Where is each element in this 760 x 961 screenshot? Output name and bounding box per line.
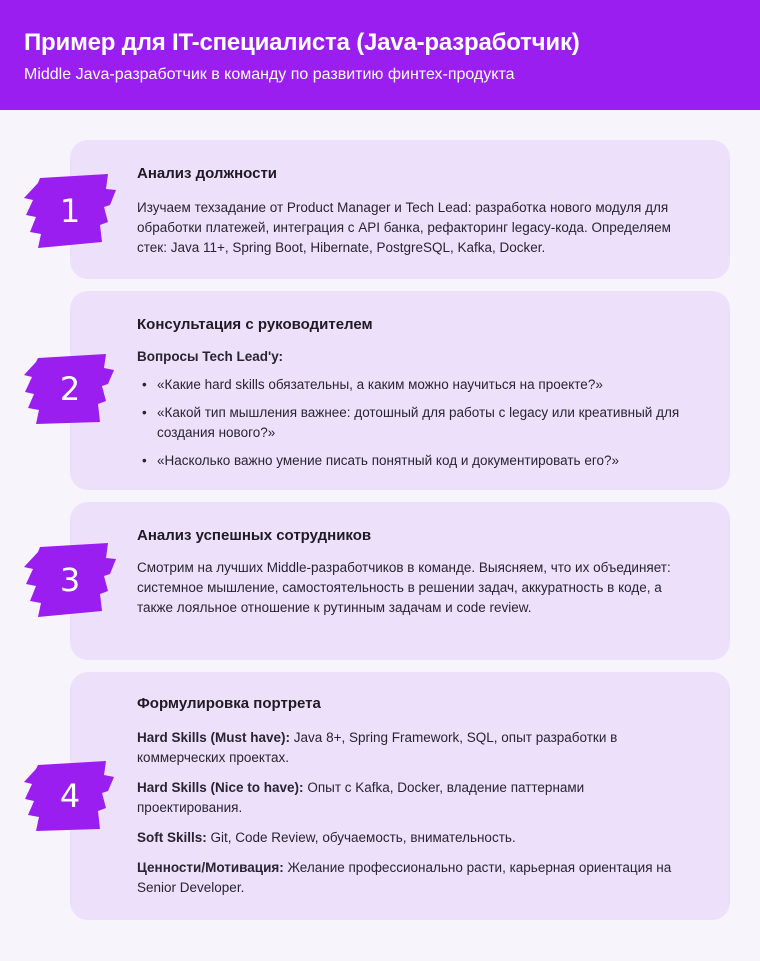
step-number: 2 (59, 370, 81, 408)
page-subtitle: Middle Java-разработчик в команду по развитию финтех-продукта (24, 66, 515, 83)
portrait-item (137, 728, 690, 768)
portrait-item-label: Ценности/Мотивация: (137, 860, 284, 875)
step-title: Консультация с руководителем (137, 316, 373, 333)
step-title: Анализ успешных сотрудников (137, 527, 372, 544)
step-number-badge-2 (24, 352, 116, 426)
portrait-item-label: Hard Skills (Nice to have): (137, 780, 304, 795)
portrait-item-label: Soft Skills: (137, 830, 207, 845)
step-number-badge-4 (24, 759, 116, 833)
portrait-item-text: Желание профессионально расти, карьерная ориентация на Senior Developer. (137, 860, 672, 895)
step-text: Изучаем техзадание от Product Manager и Tech Lead: разработка нового модуля для обработки платежей, интеграция с API банка, рефакторинг legacy-кода. Определяем стек: Java 11+, Spring Boot, Hibernate, PostgreSQL, Kafka, Docker. (137, 200, 671, 255)
page-title: Пример для IT-специалиста (Java-разработчик) (24, 29, 580, 56)
step-card-3 (70, 502, 730, 660)
header-banner (0, 0, 760, 110)
portrait-item-text: Git, Code Review, обучаемость, внимательность. (206, 830, 516, 845)
step-number-badge-1 (24, 174, 116, 248)
step-text: Смотрим на лучших Middle-разработчиков в команде. Выясняем, что их объединяет: системное мышление, самостоятельность в решении задач, аккуратность в коде, а также лояльное отношение к рутинным задачам и code review. (137, 560, 671, 615)
portrait-item (137, 858, 690, 898)
list-item: • «Какой тип мышления важнее: дотошный для работы с legacy или креативный для создания нового?» (137, 403, 690, 443)
step-card-1 (70, 140, 730, 279)
step-title: Формулировка портрета (137, 695, 321, 712)
step-subtitle: Вопросы Tech Lead'у: (137, 349, 284, 364)
portrait-item-label: Hard Skills (Must have): (137, 730, 291, 745)
portrait-item (137, 778, 690, 818)
portrait-item-text: Java 8+, Spring Framework, SQL, опыт разработки в коммерческих проектах. (137, 730, 618, 765)
portrait-item (137, 828, 690, 848)
list-item: • «Насколько важно умение писать понятный код и документировать его?» (137, 451, 690, 471)
step-title: Анализ должности (137, 165, 278, 182)
portrait-item-text: Опыт с Kafka, Docker, владение паттернами проектирования. (137, 780, 585, 815)
step-card-4 (70, 672, 730, 920)
step-number-badge-3 (24, 543, 116, 617)
step-number: 1 (59, 192, 81, 230)
step-number: 4 (59, 777, 81, 815)
step-number: 3 (59, 561, 81, 599)
question-list (137, 375, 690, 471)
step-card-2 (70, 291, 730, 490)
list-item: • «Какие hard skills обязательны, а каким можно научиться на проекте?» (137, 375, 690, 395)
